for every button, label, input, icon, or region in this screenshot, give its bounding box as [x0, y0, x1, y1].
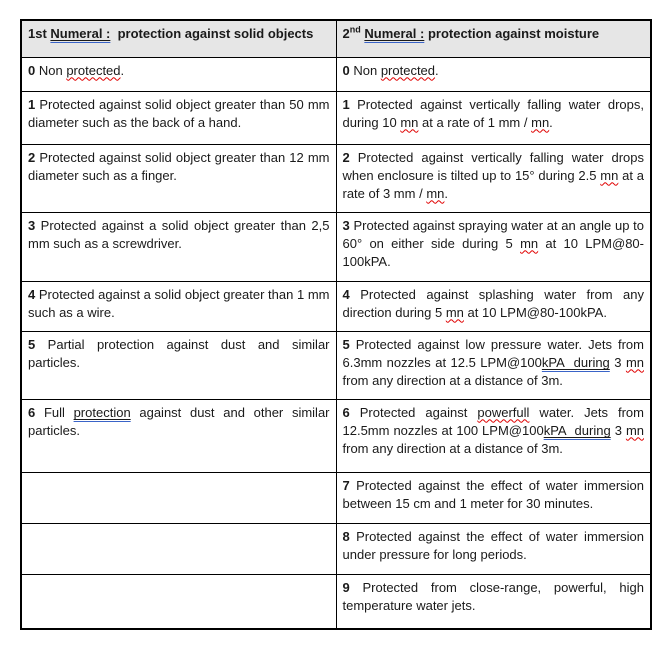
- text-segment: 2: [342, 26, 350, 41]
- spellcheck-marked-text: mn: [531, 114, 550, 130]
- spellcheck-marked-text: mn: [625, 422, 644, 438]
- grammar-underline: Numeral :: [50, 26, 111, 41]
- cell-6-left: [21, 399, 336, 472]
- text-segment: Full: [43, 404, 74, 420]
- ip-rating-table: [20, 19, 652, 630]
- spellcheck-marked-text: mn: [445, 304, 464, 320]
- cell-2-right: [336, 144, 651, 212]
- text-segment: 0: [342, 62, 354, 78]
- text-segment: Non: [353, 62, 381, 78]
- table-row-6: [21, 399, 651, 472]
- text-segment: Protected against solid object greater than 12 mm diameter such as a finger.: [28, 149, 330, 183]
- text-segment: 3: [609, 354, 626, 370]
- text-segment: 2: [342, 149, 358, 165]
- text-segment: Protected against spraying water at an angle up to 60° on either side during 5: [342, 217, 644, 251]
- grammar-underline: kPA during: [543, 422, 611, 438]
- text-segment: water. Jets from 12.5mm nozzles at 100 LPM@100: [342, 404, 644, 438]
- text-segment: Protected against a solid object greater than 1 mm such as a wire.: [28, 286, 330, 320]
- text-segment: .: [444, 185, 448, 201]
- table-row-8: [21, 523, 651, 574]
- text-segment: 1: [28, 96, 40, 112]
- text-segment: at 10 LPM@80-100kPA.: [463, 304, 607, 320]
- text-segment: at a rate of 3 mm /: [342, 167, 644, 201]
- text-segment: 5: [342, 336, 356, 352]
- text-segment: 7: [342, 477, 357, 493]
- cell-0-right: [336, 57, 651, 91]
- cell-4-right: [336, 281, 651, 331]
- text-segment: against dust and other similar particles.: [28, 404, 330, 438]
- ip-rating-document: [20, 19, 652, 630]
- text-segment: Protected against solid object greater than 50 mm diameter such as the back of a hand.: [28, 96, 330, 130]
- text-segment: protection against moisture: [424, 26, 600, 41]
- cell-6-right: [336, 399, 651, 472]
- text-segment: Protected against vertically falling water drops when enclosure is tilted up to 15° during 2.5: [342, 149, 645, 183]
- cell-1-left: [21, 91, 336, 144]
- table-row-0: [21, 57, 651, 91]
- cell-3-left: [21, 212, 336, 281]
- table-row-1: [21, 91, 651, 144]
- text-segment: 2: [28, 149, 40, 165]
- text-segment: Protected against: [359, 404, 478, 420]
- text-segment: 1: [342, 96, 358, 112]
- text-segment: 8: [342, 528, 357, 544]
- grammar-marked-text: [542, 355, 610, 370]
- text-segment: Protected against low pressure water. Jets from 6.3mm nozzles at 12.5 LPM@100: [342, 336, 644, 370]
- text-segment: from any direction at a distance of 3m.: [342, 440, 563, 456]
- text-segment: 4: [28, 286, 39, 302]
- text-segment: .: [435, 62, 439, 78]
- cell-8-left: [21, 523, 336, 574]
- table-row-7: [21, 472, 651, 523]
- text-segment: Protected from close-range, powerful, high temperature water jets.: [342, 579, 644, 613]
- text-segment: 5: [28, 336, 48, 352]
- spellcheck-marked-text: mn: [520, 235, 539, 251]
- cell-0-left: [21, 57, 336, 91]
- cell-3-right: [336, 212, 651, 281]
- text-segment: 0: [28, 62, 39, 78]
- header-row: [21, 20, 651, 57]
- ip-table-body: [21, 20, 651, 629]
- spellcheck-marked-text: mn: [625, 354, 644, 370]
- cell-8-right: [336, 523, 651, 574]
- grammar-underline: protection: [73, 404, 131, 420]
- text-segment: Protected against splashing water from any direction during 5: [342, 286, 644, 320]
- text-segment: 3: [342, 217, 354, 233]
- grammar-marked-text: [544, 423, 611, 438]
- text-segment: from any direction at a distance of 3m.: [342, 372, 563, 388]
- grammar-marked-text: [364, 26, 424, 41]
- cell-7-right: [336, 472, 651, 523]
- text-segment: 6: [28, 404, 44, 420]
- text-segment: 1st: [28, 26, 51, 41]
- table-row-4: [21, 281, 651, 331]
- text-segment: .: [120, 62, 125, 78]
- text-segment: Protected against a solid object greater than 2,5 mm such as a screwdriver.: [28, 217, 330, 251]
- table-row-3: [21, 212, 651, 281]
- grammar-marked-text: [50, 26, 110, 41]
- grammar-marked-text: [74, 405, 131, 420]
- table-row-5: [21, 331, 651, 399]
- cell-2-left: [21, 144, 336, 212]
- text-segment: Protected against the effect of water immersion under pressure for long periods.: [342, 528, 645, 562]
- text-segment: 6: [342, 404, 360, 420]
- cell-5-right: [336, 331, 651, 399]
- cell-9-right: [336, 574, 651, 629]
- header-cell-moisture: [336, 20, 651, 57]
- cell-4-left: [21, 281, 336, 331]
- grammar-underline: kPA during: [541, 354, 610, 370]
- cell-1-right: [336, 91, 651, 144]
- text-segment: Non: [38, 62, 67, 78]
- text-segment: 3: [610, 422, 626, 438]
- cell-5-left: [21, 331, 336, 399]
- spellcheck-marked-text: mn: [426, 185, 445, 201]
- grammar-underline: Numeral :: [364, 26, 425, 41]
- spellcheck-marked-text: protected: [380, 62, 436, 78]
- text-segment: Partial protection against dust and similar particles.: [28, 336, 330, 370]
- text-segment: at 10 LPM@80-100kPA.: [342, 235, 644, 269]
- table-row-9: [21, 574, 651, 629]
- cell-9-left: [21, 574, 336, 629]
- text-segment: Protected against the effect of water immersion between 15 cm and 1 meter for 30 minutes.: [342, 477, 645, 511]
- text-segment: 3: [28, 217, 41, 233]
- table-row-2: [21, 144, 651, 212]
- cell-7-left: [21, 472, 336, 523]
- spellcheck-marked-text: protected: [66, 62, 121, 78]
- header-cell-solid-objects: [21, 20, 336, 57]
- spellcheck-marked-text: mn: [400, 114, 419, 130]
- text-segment: 4: [342, 286, 361, 302]
- text-segment: at a rate of 1 mm /: [418, 114, 532, 130]
- text-segment: nd: [349, 24, 361, 35]
- text-segment: 9: [342, 579, 363, 595]
- text-segment: protection against solid objects: [110, 26, 314, 41]
- text-segment: Protected against vertically falling water drops, during 10: [342, 96, 644, 130]
- spellcheck-marked-text: powerfull: [477, 404, 530, 420]
- spellcheck-marked-text: mn: [600, 167, 619, 183]
- text-segment: .: [549, 114, 553, 130]
